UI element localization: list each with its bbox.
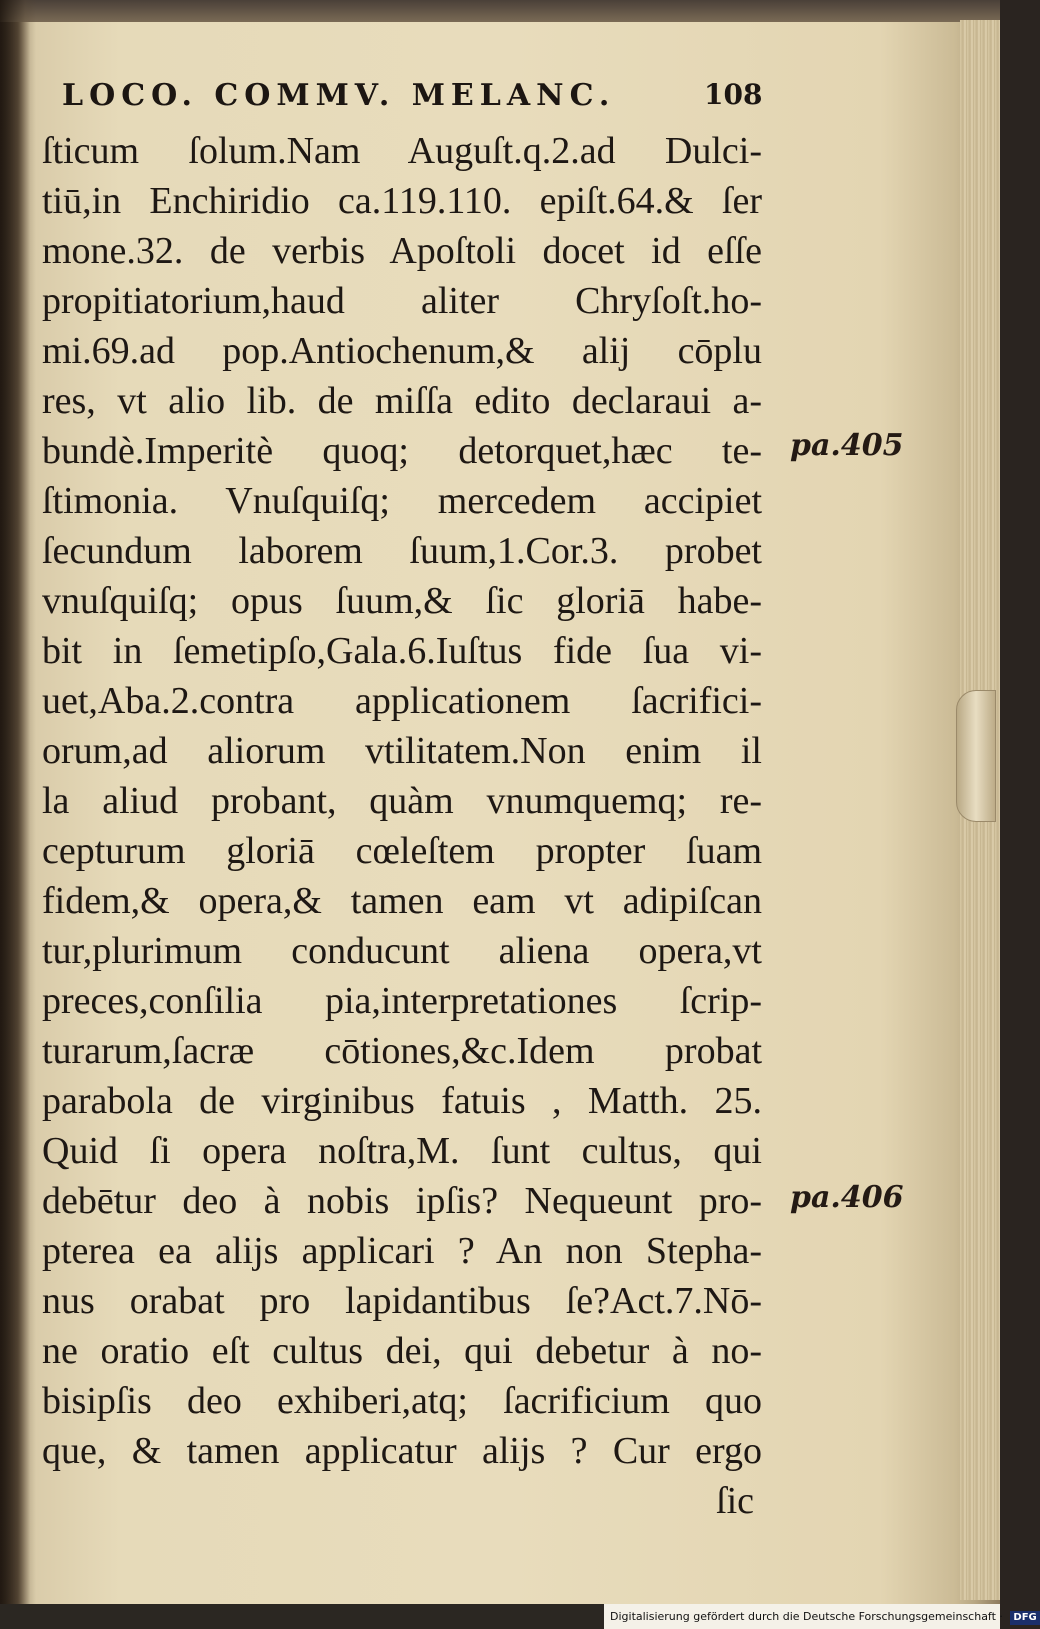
text-line: nus orabat pro lapidantibus ſe?Act.7.Nō-	[42, 1280, 762, 1322]
text-line: parabola de virginibus fatuis , Matth. 25.	[42, 1080, 762, 1122]
book-clasp	[956, 690, 996, 822]
top-shadow-strip	[0, 0, 1000, 22]
text-line: la aliud probant, quàm vnumquemq; re-	[42, 780, 762, 822]
margin-note-page-ref: pa.406	[790, 1180, 904, 1215]
digitization-credit	[604, 1604, 1037, 1629]
text-line: ſtimonia. Vnuſquiſq; mercedem accipiet	[42, 480, 762, 522]
text-line: tur,plurimum conducunt aliena opera,vt	[42, 930, 762, 972]
dfg-logo: DFG	[1010, 1611, 1039, 1625]
text-line: orum,ad aliorum vtilitatem.Non enim il	[42, 730, 762, 772]
text-line: debētur deo à nobis ipſis? Nequeunt pro-	[42, 1180, 762, 1222]
folio-number: 108	[704, 78, 763, 111]
text-line: ſticum ſolum.Nam Auguſt.q.2.ad Dulci-	[42, 130, 762, 172]
body-text	[42, 126, 762, 1526]
text-line: mone.32. de verbis Apoſtoli docet id eſſe	[42, 230, 762, 272]
gutter-shadow	[0, 0, 36, 1629]
running-title: LOCO. COMMV. MELANC.	[62, 78, 616, 113]
text-line: preces,conſilia pia,interpretationes ſcrip-	[42, 980, 762, 1022]
text-line: ſecundum laborem ſuum,1.Cor.3. probet	[42, 530, 762, 572]
margin-note-page-ref: pa.405	[790, 428, 904, 463]
text-line: bit in ſemetipſo,Gala.6.Iuſtus fide ſua vi-	[42, 630, 762, 672]
footer-bar	[0, 1604, 604, 1629]
text-line: turarum,ſacræ cōtiones,&c.Idem probat	[42, 1030, 762, 1072]
text-line: tiū,in Enchiridio ca.119.110. epiſt.64.& ſer	[42, 180, 762, 222]
text-line: vnuſquiſq; opus ſuum,& ſic gloriā habe-	[42, 580, 762, 622]
text-line: Quid ſi opera noſtra,M. ſunt cultus, qui	[42, 1130, 762, 1172]
text-line: cepturum gloriā cœleſtem propter ſuam	[42, 830, 762, 872]
text-line: ne oratio eſt cultus dei, qui debetur à no-	[42, 1330, 762, 1372]
text-line: res, vt alio lib. de miſſa edito declaraui a-	[42, 380, 762, 422]
text-line: fidem,& opera,& tamen eam vt adipiſcan	[42, 880, 762, 922]
text-line: bisipſis deo exhiberi,atq; ſacrificium quo	[42, 1380, 762, 1422]
text-line: bundè.Imperitè quoq; detorquet,hæc te-	[42, 430, 762, 472]
catchword: ſic	[716, 1480, 754, 1522]
text-line: uet,Aba.2.contra applicationem ſacrifici-	[42, 680, 762, 722]
text-line: propitiatorium,haud aliter Chryſoſt.ho-	[42, 280, 762, 322]
text-line: pterea ea alijs applicari ? An non Stepha-	[42, 1230, 762, 1272]
text-line: que, & tamen applicatur alijs ? Cur ergo	[42, 1430, 762, 1472]
text-line: mi.69.ad pop.Antiochenum,& alij cōplu	[42, 330, 762, 372]
credit-text: Digitalisierung gefördert durch die Deutsche Forschungsgemeinschaft ·	[610, 1610, 1003, 1623]
